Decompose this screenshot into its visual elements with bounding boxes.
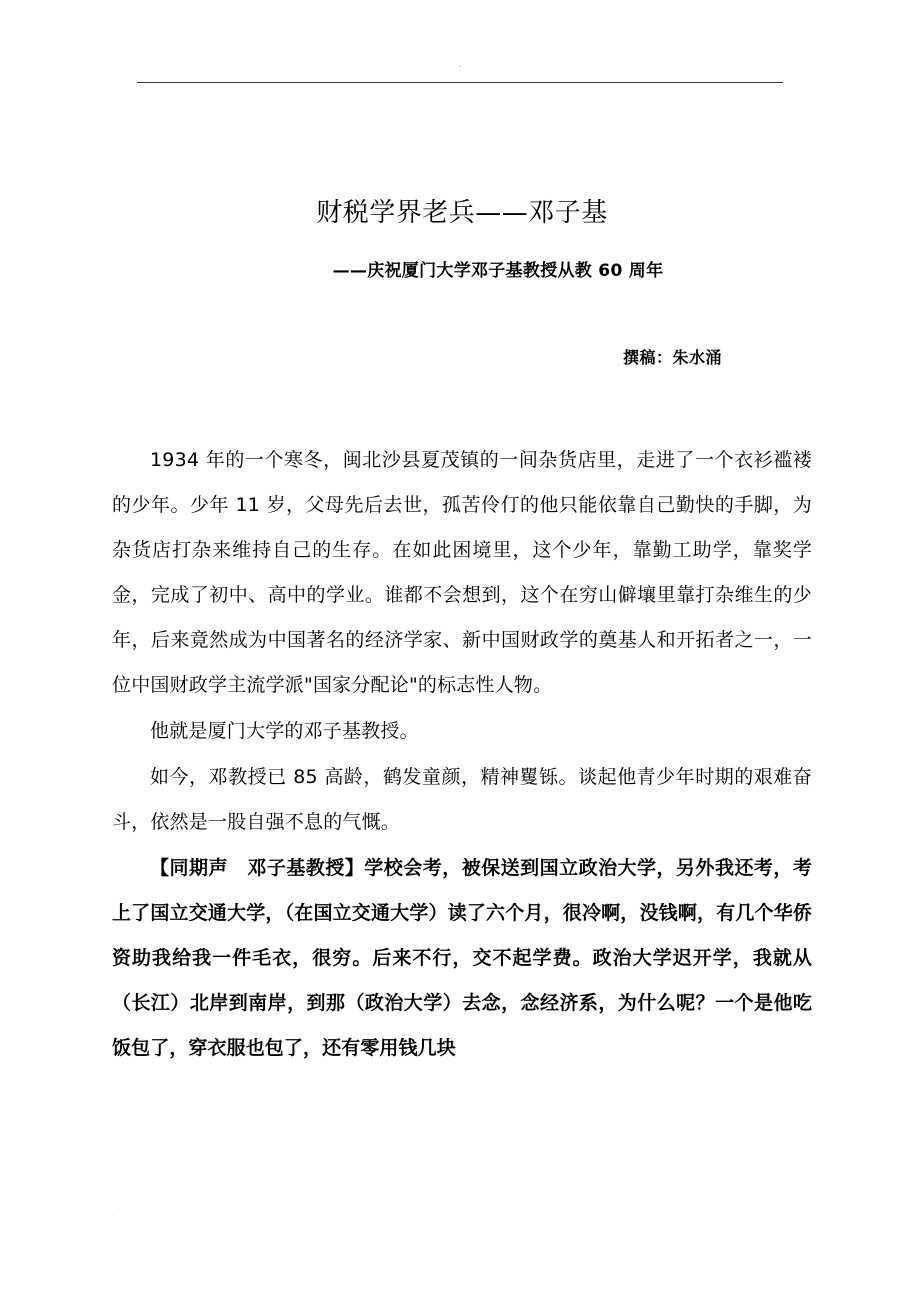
paragraph-1: 1934 年的一个寒冬，闽北沙县夏茂镇的一间杂货店里，走进了一个衣衫褴褛的少年。少年 11 岁，父母先后去世，孤苦伶仃的他只能依靠自己勤快的手脚，为杂货店打杂来维持自己的生存。在如此困境里，这个少年，靠勤工助学，靠奖学金，完成了初中、高中的学业。谁都不会想到，这个在穷山僻壤里靠打杂维生的少年，后来竟然成为中国著名的经济学家、新中国财政学的奠基人和开拓者之一，一位中国财政学主流学派"国家分配论"的标志性人物。 — [112, 449, 812, 696]
footer-mark: · — [112, 1210, 115, 1220]
paragraph-2: 他就是厦门大学的邓子基教授。 — [150, 720, 419, 742]
header-divider-rule — [137, 82, 783, 83]
page-header — [0, 0, 920, 100]
page-title: 财税学界老兵——邓子基 — [316, 198, 608, 228]
document-content — [112, 100, 812, 1071]
header-mark: · — [458, 62, 462, 71]
author-byline: 撰稿：朱水涌 — [622, 348, 722, 367]
document-subtitle: ——庆祝厦门大学邓子基教授从教 60 周年 — [332, 261, 664, 281]
paragraph-4-interview: 【同期声 邓子基教授】学校会考，被保送到国立政治大学，另外我还考，考上了国立交通大学，（在国立交通大学）读了六个月，很冷啊，没钱啊，有几个华侨资助我给我一件毛衣，很穷。后来不行，交不起学费。政治大学迟开学，我就从（长江）北岸到南岸，到那（政治大学）去念，念经济系，为什么呢？一个是他吃饭包了，穿衣服也包了，还有零用钱几块 — [112, 857, 812, 1059]
paragraph-3: 如今，邓教授已 85 高龄，鹤发童颜，精神矍铄。谈起他青少年时期的艰难奋斗，依然是一股自强不息的气慨。 — [112, 766, 812, 833]
body-text-block — [112, 370, 812, 1071]
